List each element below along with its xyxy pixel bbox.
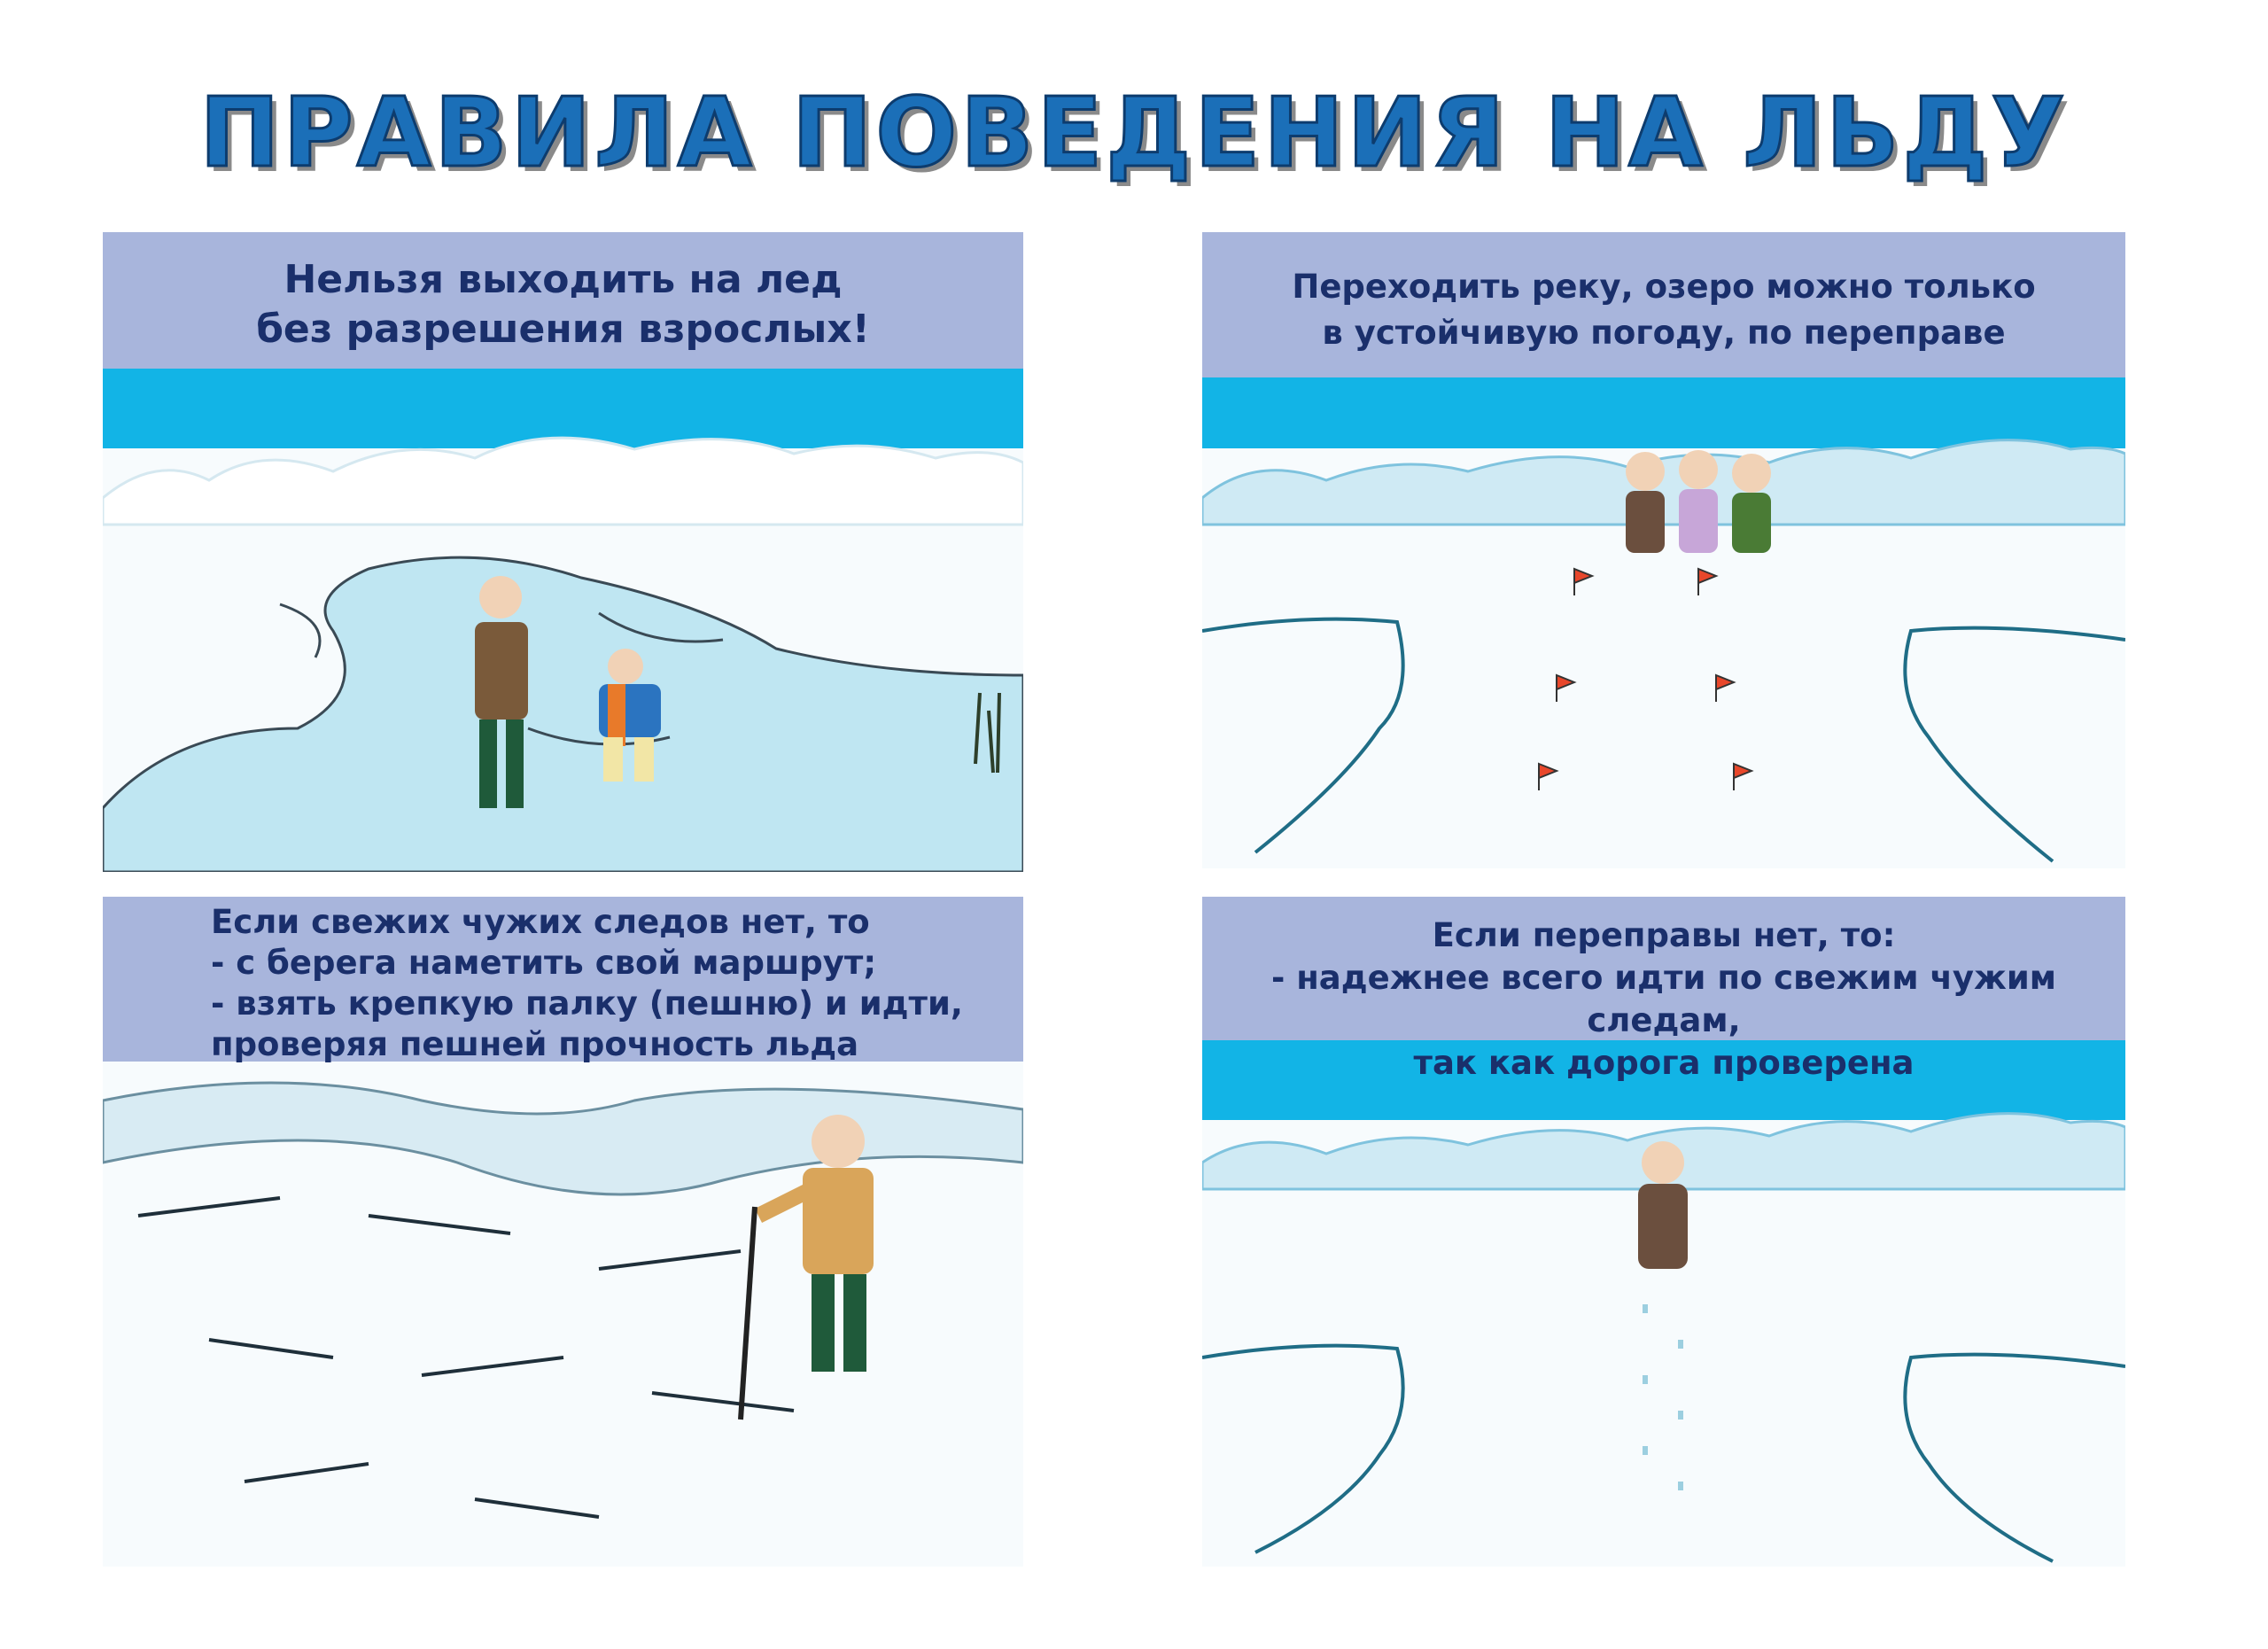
caption-line: в устойчивую погоду, по переправе (1322, 314, 2006, 352)
panel-caption (1202, 897, 2125, 1082)
sky (103, 369, 1023, 448)
caption-line: - с берега наметить свой маршрут; (211, 944, 877, 982)
caption-line: так как дорога проверена (1413, 1044, 1915, 1082)
caption-line: без разрешения взрослых! (256, 307, 870, 352)
caption-line: проверяя пешней прочность льда (211, 1025, 859, 1063)
caption-line: Нельзя выходить на лед (284, 257, 843, 302)
panel-follow-tracks (1202, 897, 2125, 1567)
panel-test-ice-with-stick (103, 897, 1023, 1567)
panel-no-ice-without-adults (103, 232, 1023, 872)
panel-caption (103, 232, 1023, 369)
caption-line: - надежнее всего идти по свежим чужим следам, (1270, 959, 2056, 1039)
panel-caption (1202, 232, 2125, 377)
caption-line: - взять крепкую палку (пешню) и идти, (211, 984, 963, 1023)
poster-title: ПРАВИЛА ПОВЕДЕНИЯ НА ЛЬДУ (199, 78, 2069, 189)
caption-line: Если переправы нет, то: (1432, 916, 1896, 954)
children-group (1626, 450, 1771, 553)
sky (1202, 377, 2125, 448)
child-figure (1638, 1141, 1688, 1269)
caption-line: Переходить реку, озеро можно только (1292, 268, 2036, 306)
caption-line: Если свежих чужих следов нет, то (211, 903, 870, 941)
panel-crossing-by-path (1202, 232, 2125, 868)
panel-caption (103, 897, 1023, 1062)
